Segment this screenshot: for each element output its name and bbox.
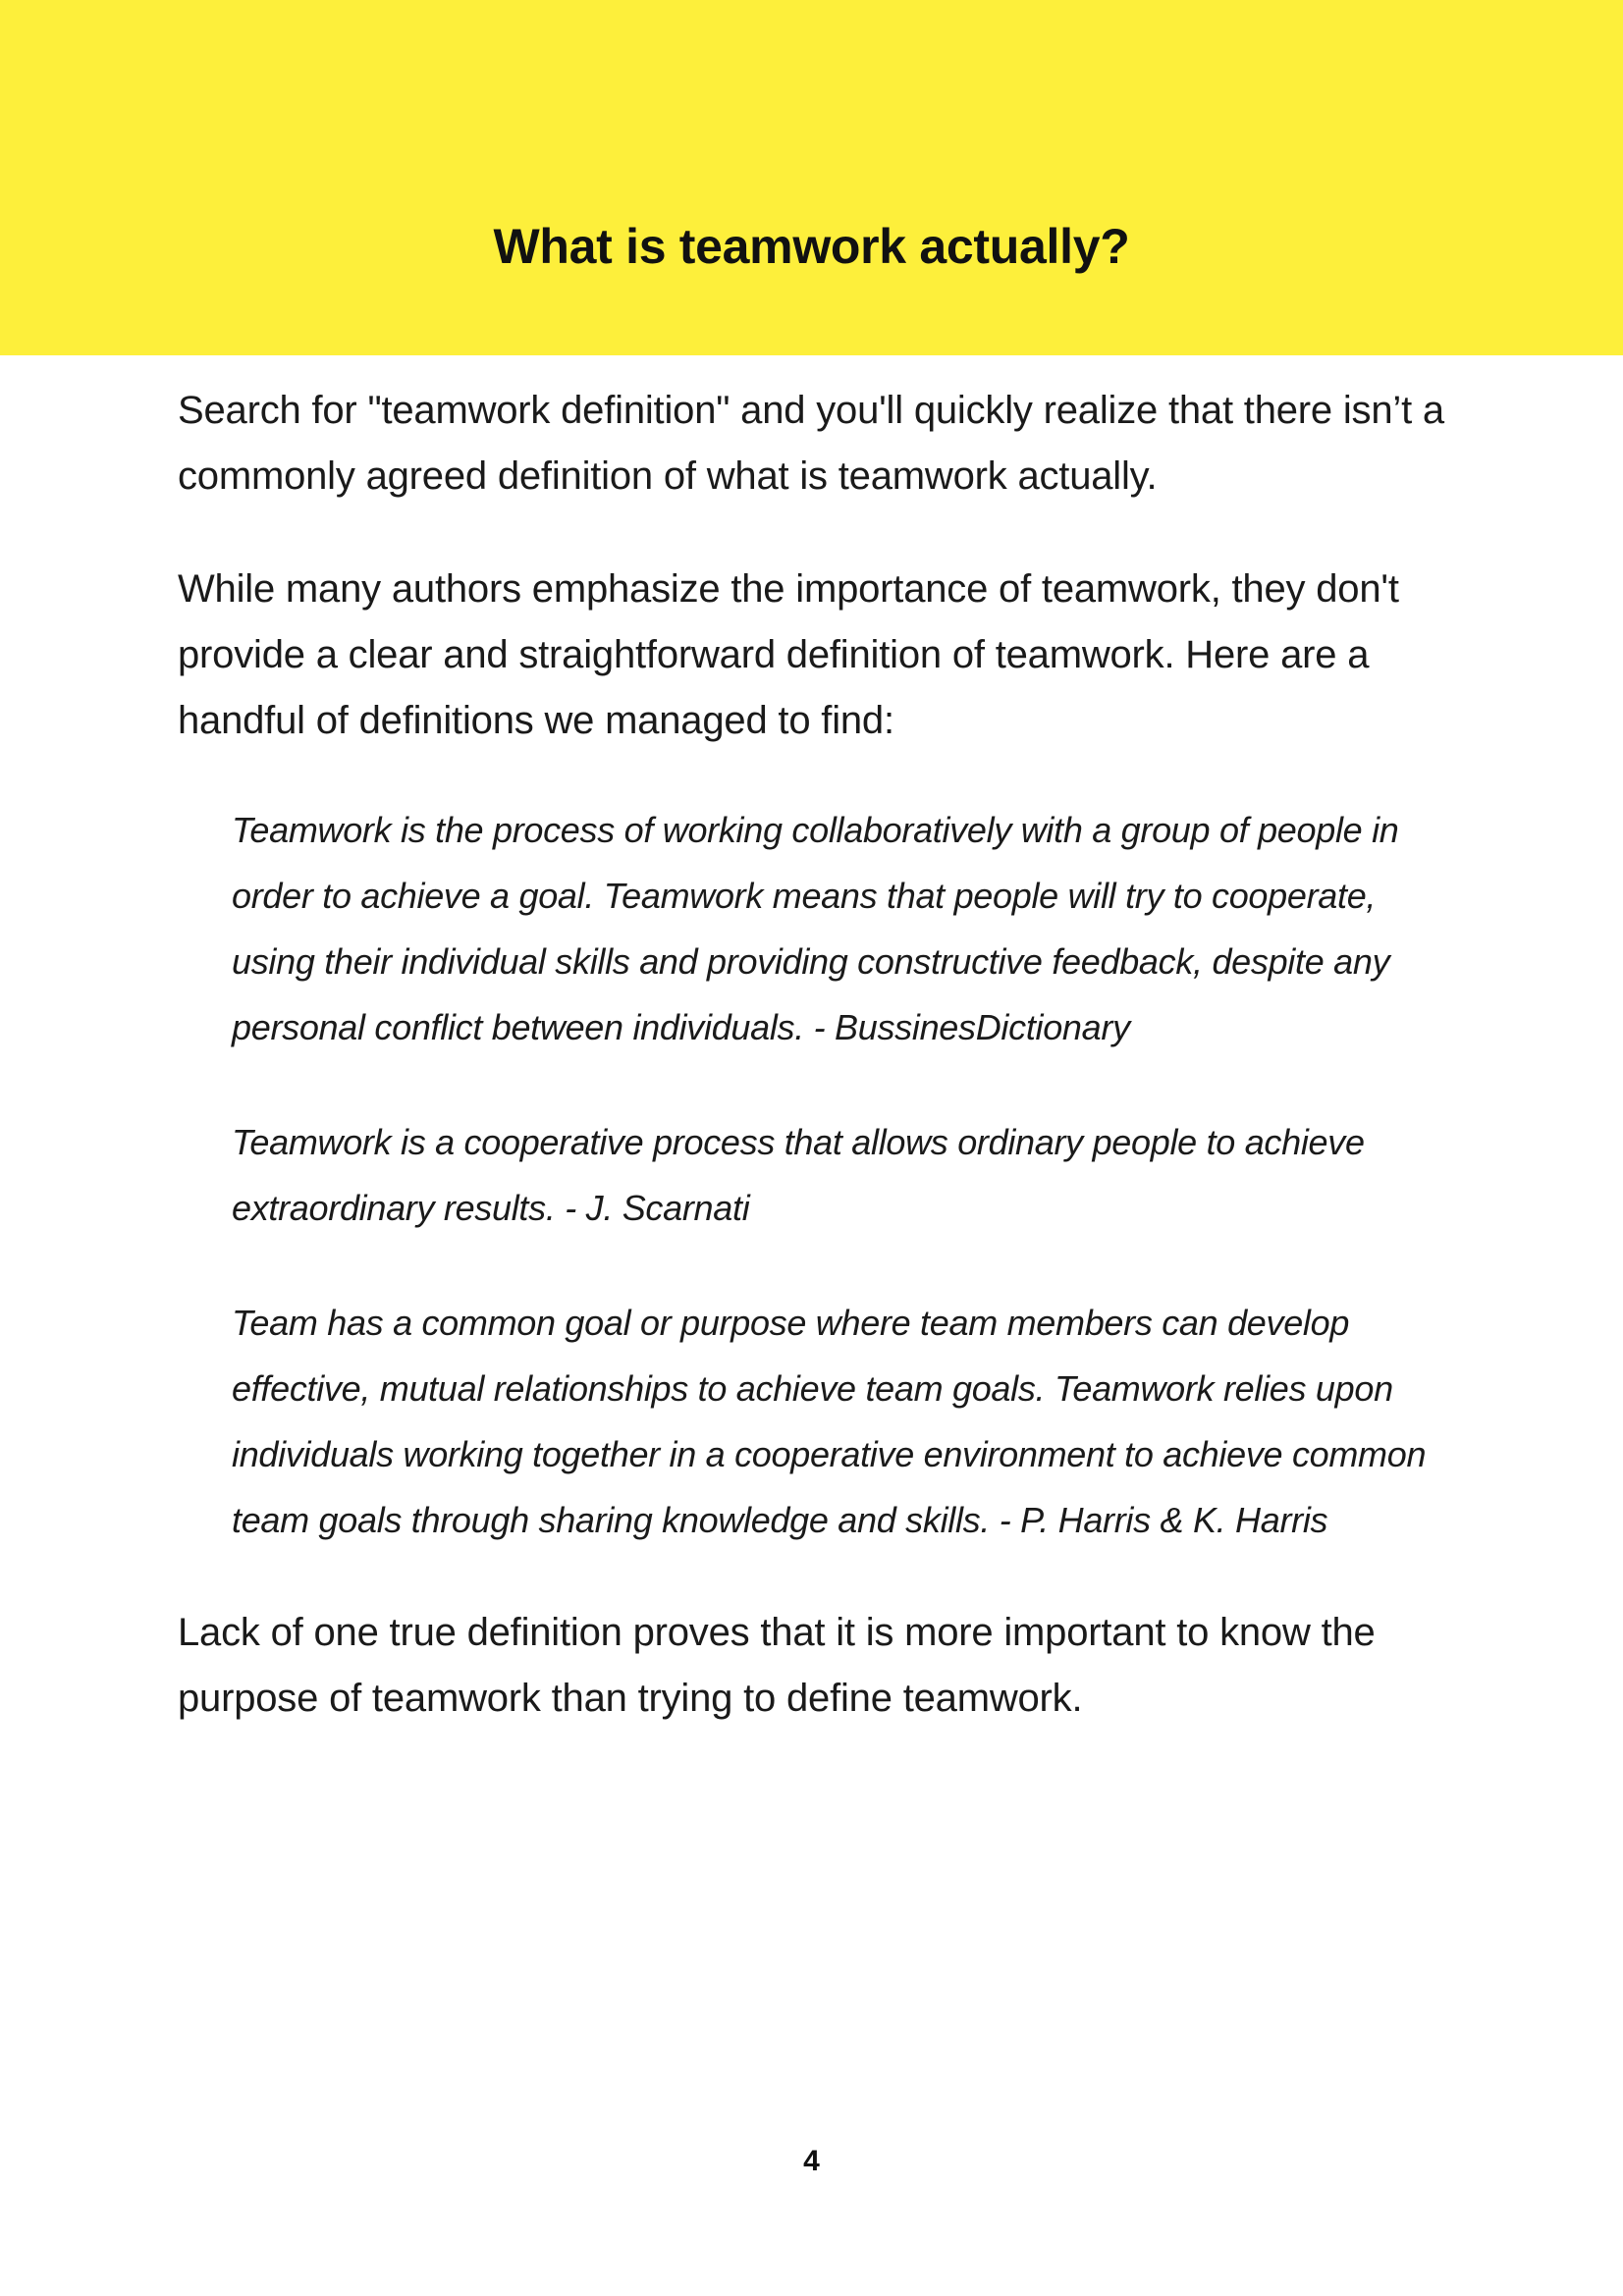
closing-paragraph: Lack of one true definition proves that it is more important to know the purpose of teamwork than trying to define teamwork. [178, 1611, 1376, 1720]
page-title: What is teamwork actually? [493, 219, 1130, 274]
definition-quote: Teamwork is the process of working collaboratively with a group of people in order to achieve a goal. Teamwork means that people will try to cooperate, using their individual skills and providing constructive feedback, despite any personal conflict between individuals. - BussinesDictionary [232, 810, 1399, 1047]
definition-quote: Team has a common goal or purpose where team members can develop effective, mutual relationships to achieve team goals. Teamwork relies upon individuals working together in a cooperative environment to achieve common team goals through sharing knowledge and skills. - P. Harris & K. Harris [232, 1303, 1427, 1540]
lead-in-paragraph: While many authors emphasize the importance of teamwork, they don't provide a clear and straightforward definition of teamwork. Here are a handful of definitions we managed to find: [178, 567, 1399, 742]
page-number: 4 [803, 2145, 820, 2177]
definitions-list [232, 797, 1454, 1553]
definition-quote: Teamwork is a cooperative process that allows ordinary people to achieve extraordinary results. - J. Scarnati [232, 1122, 1365, 1228]
header-band [0, 0, 1623, 355]
intro-paragraph: Search for "teamwork definition" and you'll quickly realize that there isn’t a commonly agreed definition of what is teamwork actually. [178, 389, 1444, 498]
content-body [178, 378, 1454, 1732]
